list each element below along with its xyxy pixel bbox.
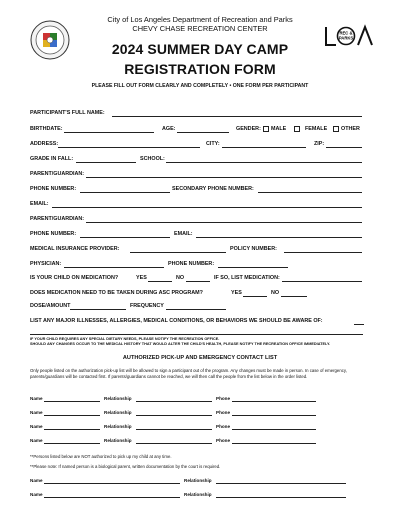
email2-label: EMAIL: bbox=[174, 231, 193, 237]
school-field[interactable] bbox=[166, 162, 362, 163]
contact-name-field[interactable] bbox=[44, 429, 100, 430]
medication-yes-field[interactable] bbox=[148, 281, 172, 282]
form-instructions: PLEASE FILL OUT FORM CLEARLY AND COMPLETELY • ONE FORM PER PARTICIPANT bbox=[91, 83, 309, 89]
logo-text-bottom: PARKS bbox=[338, 35, 354, 41]
zip-label: ZIP: bbox=[314, 141, 325, 147]
asc-yes-label: YES bbox=[231, 290, 242, 296]
pickup-section-title: AUTHORIZED PICK-UP AND EMERGENCY CONTACT LIST bbox=[122, 355, 278, 361]
not-authorized-name-field[interactable] bbox=[44, 483, 180, 484]
physician-label: PHYSICIAN: bbox=[30, 261, 62, 267]
email1-field[interactable] bbox=[52, 207, 362, 208]
dietary-note: IF YOUR CHILD REQUIRES ANY SPECIAL DIETARY NEEDS, PLEASE NOTIFY THE RECREATION OFFICE. bbox=[30, 337, 220, 341]
contact-phone-field[interactable] bbox=[232, 401, 316, 402]
not-authorized-relationship-label: Relationship bbox=[184, 492, 212, 497]
asc-yes-field[interactable] bbox=[243, 296, 267, 297]
form-title-line2: REGISTRATION FORM bbox=[124, 61, 276, 77]
not-authorized-relationship-field[interactable] bbox=[216, 497, 346, 498]
contact-phone-label: Phone bbox=[216, 410, 231, 415]
section-divider bbox=[30, 334, 363, 335]
other-label: OTHER bbox=[341, 126, 360, 132]
phone2-label: PHONE NUMBER: bbox=[30, 231, 77, 237]
contact-phone-field[interactable] bbox=[232, 429, 316, 430]
physician-phone-field[interactable] bbox=[218, 267, 288, 268]
age-label: AGE: bbox=[162, 126, 176, 132]
contact-relationship-field[interactable] bbox=[136, 401, 212, 402]
frequency-field[interactable] bbox=[166, 309, 226, 310]
phone1-field[interactable] bbox=[80, 192, 170, 193]
female-label: FEMALE bbox=[305, 126, 328, 132]
participant-name-label: PARTICIPANT'S FULL NAME: bbox=[30, 110, 105, 116]
insurance-field[interactable] bbox=[130, 252, 226, 253]
phone2-field[interactable] bbox=[80, 237, 170, 238]
illness-label: LIST ANY MAJOR ILLNESSES, ALLERGIES, MEDICAL CONDITIONS, OR BEHAVIORS WE SHOULD BE AWARE OF: bbox=[30, 318, 323, 324]
birthdate-field[interactable] bbox=[64, 132, 154, 133]
asc-no-field[interactable] bbox=[281, 296, 307, 297]
court-documentation-note: **Please note: If named person is a biological parent, written documentation by the court is required. bbox=[30, 464, 221, 469]
parent2-label: PARENT/GUARDIAN: bbox=[30, 216, 85, 222]
policy-label: POLICY NUMBER: bbox=[230, 246, 277, 252]
parent1-label: PARENT/GUARDIAN: bbox=[30, 171, 85, 177]
grade-field[interactable] bbox=[76, 162, 136, 163]
illness-field[interactable] bbox=[354, 324, 364, 325]
participant-name-field[interactable] bbox=[112, 116, 362, 117]
contact-name-field[interactable] bbox=[44, 415, 100, 416]
contact-phone-field[interactable] bbox=[232, 443, 316, 444]
secondary-phone-label: SECONDARY PHONE NUMBER: bbox=[172, 186, 254, 192]
zip-field[interactable] bbox=[326, 147, 362, 148]
physician-field[interactable] bbox=[64, 267, 164, 268]
changes-note: SHOULD ANY CHANGES OCCUR TO THE MEDICAL HISTORY THAT WOULD ALTER THE CHILD'S HEALTH, PLEASE NOTIFY THE RECREATION OFFICE IMMEDIATELY. bbox=[30, 342, 331, 346]
physician-phone-label: PHONE NUMBER: bbox=[168, 261, 215, 267]
contact-name-label: Name bbox=[30, 424, 43, 429]
parent2-field[interactable] bbox=[86, 222, 362, 223]
phone1-label: PHONE NUMBER: bbox=[30, 186, 77, 192]
not-authorized-note: **Persons listed below are NOT authorized to pick up my child at any time. bbox=[30, 454, 172, 459]
email2-field[interactable] bbox=[196, 237, 362, 238]
age-field[interactable] bbox=[177, 132, 229, 133]
contact-relationship-label: Relationship bbox=[104, 410, 132, 415]
parent1-field[interactable] bbox=[86, 177, 362, 178]
medication-no-field[interactable] bbox=[186, 281, 210, 282]
logo-text-top: REC & bbox=[339, 30, 353, 36]
address-label: ADDRESS: bbox=[30, 141, 59, 147]
not-authorized-relationship-field[interactable] bbox=[216, 483, 346, 484]
birthdate-label: BIRTHDATE: bbox=[30, 126, 63, 132]
other-checkbox[interactable] bbox=[333, 126, 339, 132]
policy-field[interactable] bbox=[284, 252, 362, 253]
contact-name-label: Name bbox=[30, 396, 43, 401]
city-field[interactable] bbox=[222, 147, 306, 148]
insurance-label: MEDICAL INSURANCE PROVIDER: bbox=[30, 246, 120, 252]
asc-question: DOES MEDICATION NEED TO BE TAKEN DURING ASC PROGRAM? bbox=[30, 290, 203, 296]
secondary-phone-field[interactable] bbox=[258, 192, 362, 193]
form-title-line1: 2024 SUMMER DAY CAMP bbox=[111, 41, 289, 57]
medication-yes-label: YES bbox=[136, 275, 147, 281]
department-name: City of Los Angeles Department of Recreation and Parks bbox=[107, 15, 293, 24]
city-label: CITY: bbox=[206, 141, 220, 147]
contact-relationship-field[interactable] bbox=[136, 415, 212, 416]
address-field[interactable] bbox=[58, 147, 200, 148]
contact-name-label: Name bbox=[30, 410, 43, 415]
contact-phone-label: Phone bbox=[216, 438, 231, 443]
medication-list-label: IF SO, LIST MEDICATION: bbox=[214, 275, 280, 281]
not-authorized-name-label: Name bbox=[30, 478, 43, 483]
contact-phone-label: Phone bbox=[216, 424, 231, 429]
not-authorized-name-label: Name bbox=[30, 492, 43, 497]
dose-label: DOSE/AMOUNT bbox=[30, 303, 71, 309]
not-authorized-relationship-label: Relationship bbox=[184, 478, 212, 483]
contact-name-field[interactable] bbox=[44, 443, 100, 444]
male-checkbox[interactable] bbox=[263, 126, 269, 132]
frequency-label: FREQUENCY bbox=[130, 303, 164, 309]
contact-phone-label: Phone bbox=[216, 396, 231, 401]
contact-relationship-field[interactable] bbox=[136, 443, 212, 444]
contact-name-label: Name bbox=[30, 438, 43, 443]
contact-relationship-label: Relationship bbox=[104, 424, 132, 429]
contact-relationship-label: Relationship bbox=[104, 438, 132, 443]
male-label: MALE bbox=[271, 126, 287, 132]
pickup-paragraph: Only people listed on the authorization pick-up list will be allowed to sign a participant out of the program. Any changes must be made in person. In case of emergency, parents/guardians will be contacted first. If parents/guardians cannot be reached, we will then call the people from the list below in the order listed. bbox=[30, 368, 347, 380]
asc-no-label: NO bbox=[271, 290, 280, 296]
medication-question: IS YOUR CHILD ON MEDICATION? bbox=[30, 275, 119, 281]
email1-label: EMAIL: bbox=[30, 201, 49, 207]
not-authorized-name-field[interactable] bbox=[44, 497, 180, 498]
medication-no-label: NO bbox=[176, 275, 185, 281]
contact-name-field[interactable] bbox=[44, 401, 100, 402]
contact-phone-field[interactable] bbox=[232, 415, 316, 416]
school-label: SCHOOL: bbox=[140, 156, 165, 162]
contact-relationship-label: Relationship bbox=[104, 396, 132, 401]
grade-label: GRADE IN FALL: bbox=[30, 156, 74, 162]
gender-label: GENDER: bbox=[236, 126, 261, 132]
dose-field[interactable] bbox=[70, 309, 126, 310]
contact-relationship-field[interactable] bbox=[136, 429, 212, 430]
female-checkbox[interactable] bbox=[294, 126, 300, 132]
medication-list-field[interactable] bbox=[282, 281, 362, 282]
center-name: CHEVY CHASE RECREATION CENTER bbox=[132, 24, 268, 33]
